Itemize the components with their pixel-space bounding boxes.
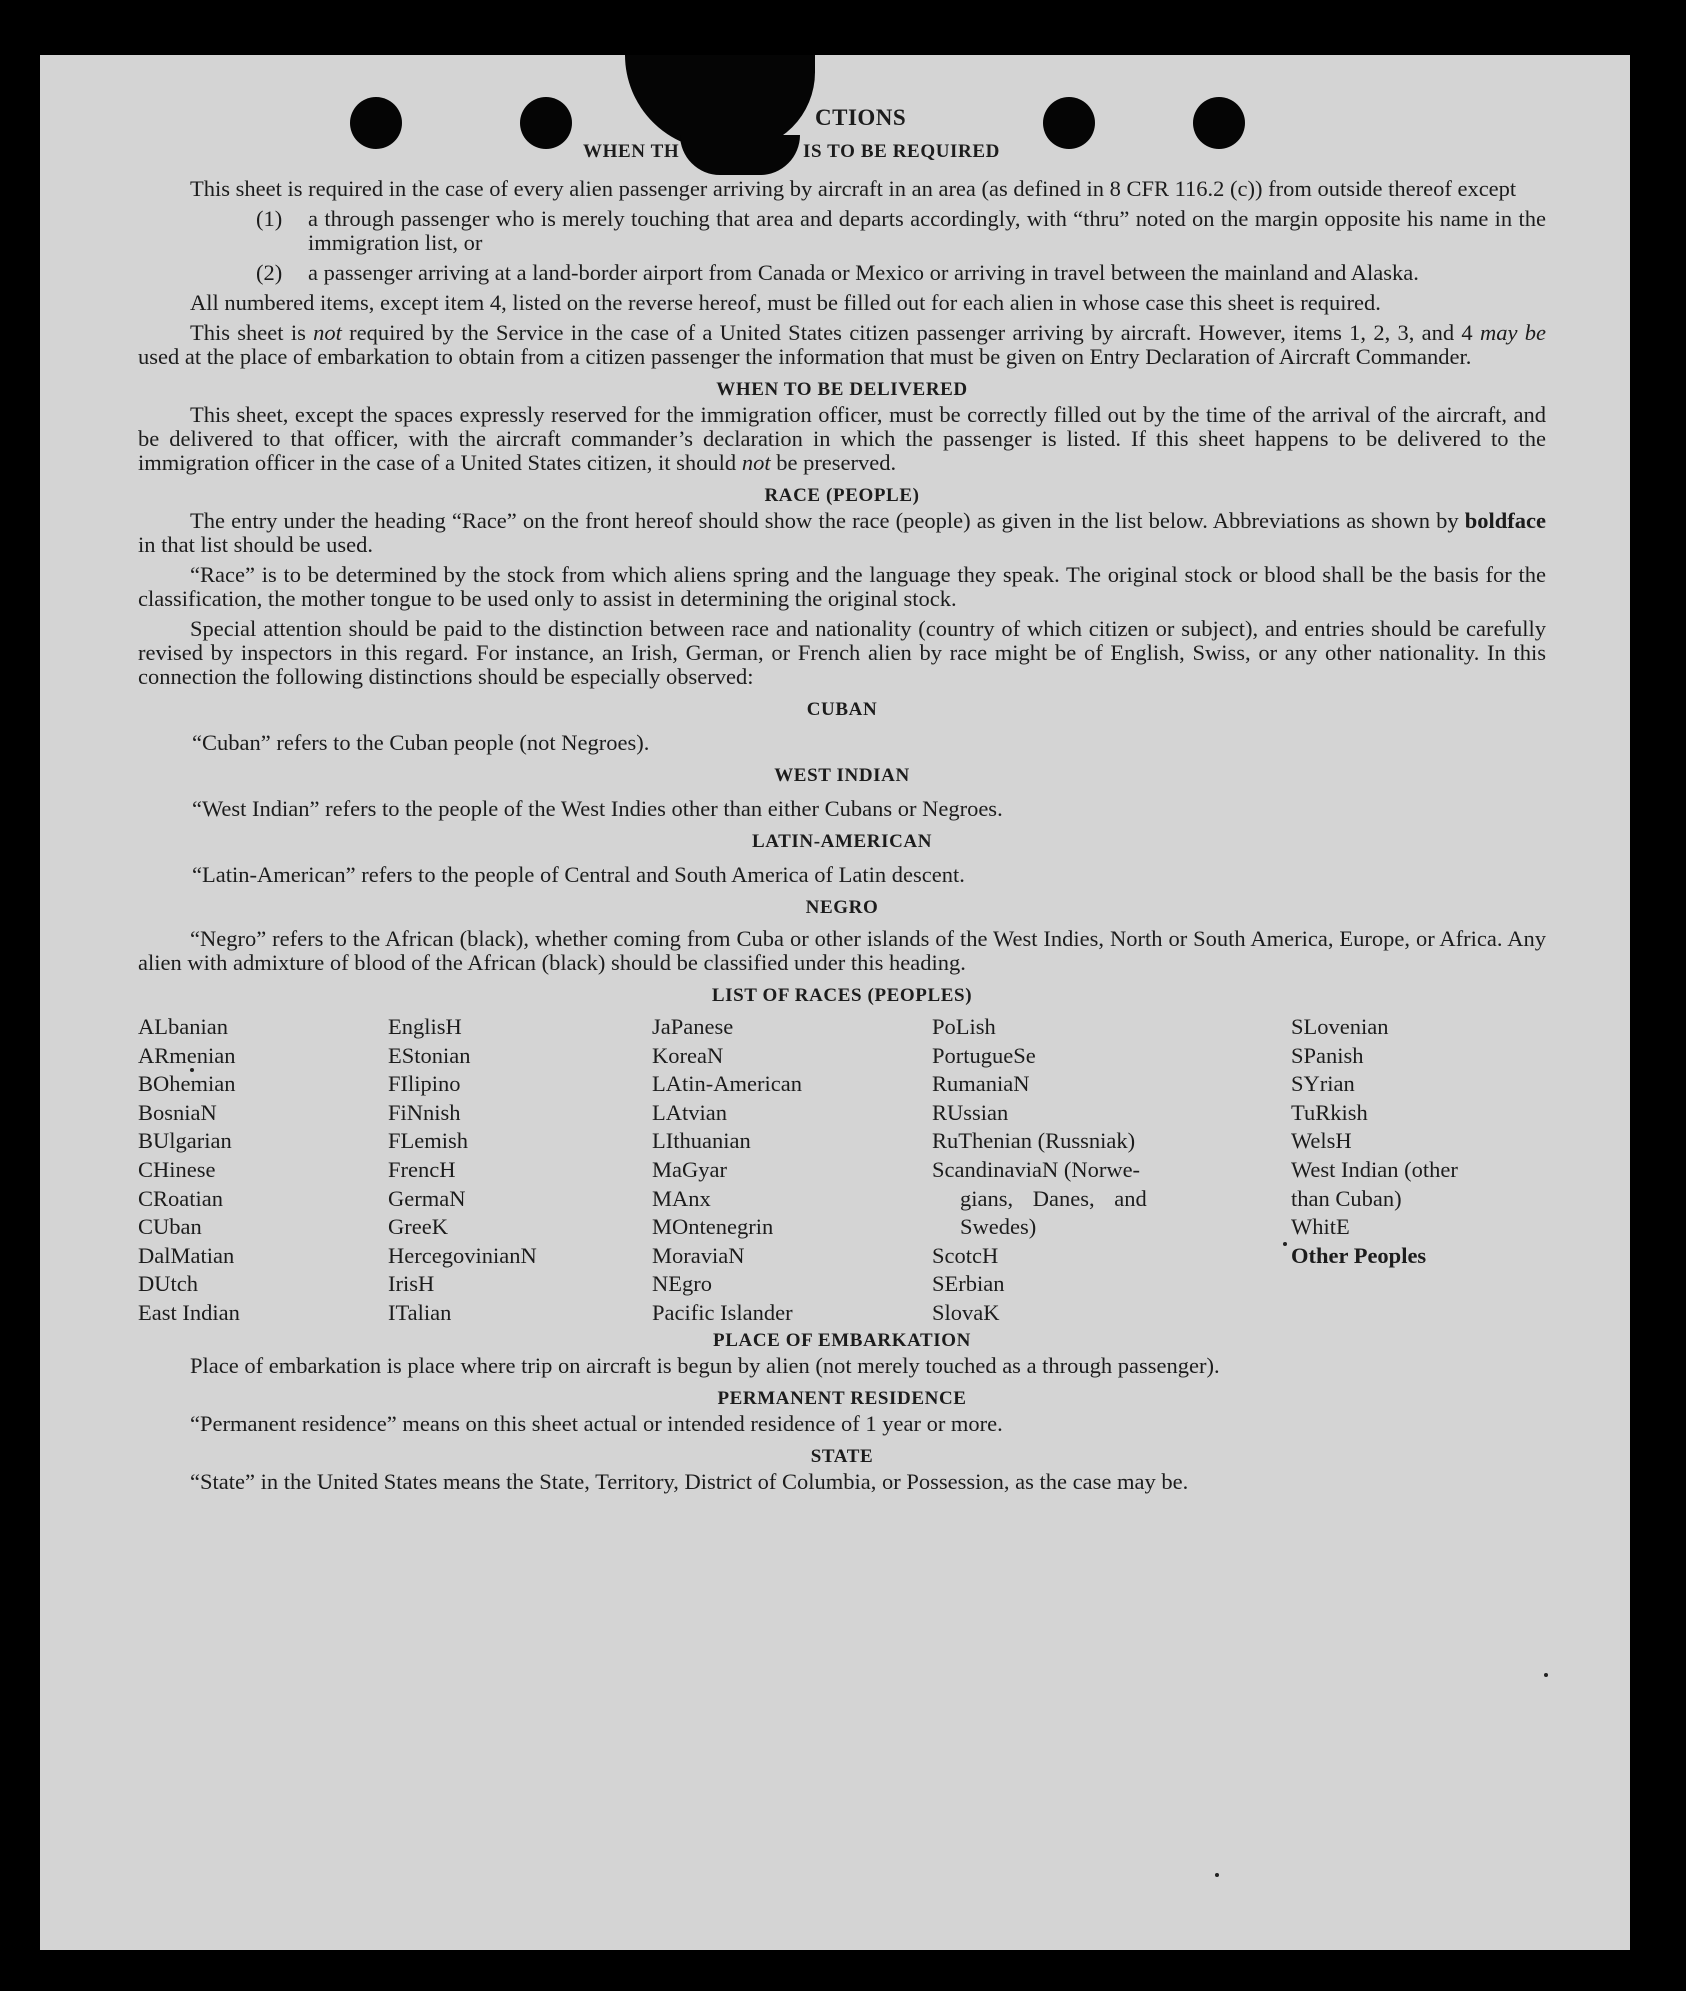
race-entry: ITalian [388, 1299, 452, 1325]
race-entry: DalMatian [138, 1242, 235, 1268]
race-column [932, 1013, 1228, 1328]
race-entry: LAtvian [652, 1099, 727, 1125]
definition-west-indian: “West Indian” refers to the people of the West Indies other than either Cubans or Negroes. [192, 796, 1003, 821]
race-column [388, 1013, 628, 1328]
race-entry: PoLish [932, 1014, 996, 1039]
exception-item-2 [138, 261, 1546, 285]
race-entry: GreeK [388, 1214, 448, 1240]
race-column [652, 1013, 912, 1328]
speck [1544, 1673, 1548, 1677]
race-entry: KoreaN [652, 1042, 724, 1068]
race-entry: MAnx [652, 1185, 711, 1211]
race-entry: EStonian [388, 1042, 471, 1068]
race-entry: RumaniaN [932, 1071, 1030, 1097]
punch-hole [1193, 97, 1245, 149]
definition-residence: “Permanent residence” means on this sheet actual or intended residence of 1 year or more. [190, 1411, 1003, 1436]
paragraph-race-stock: “Race” is to be determined by the stock from which aliens spring and the language they speak. The original stock or blood shall be the basis for the classification, the mother tongue to be used only to assist in determining the original stock. [138, 562, 1546, 611]
definition-state: “State” in the United States means the State, Territory, District of Columbia, or Possession, as the case may be. [190, 1469, 1189, 1494]
race-entry: SYrian [1291, 1071, 1355, 1097]
race-entry: East Indian [138, 1299, 240, 1325]
section-title-list-of-races: LIST OF RACES (PEOPLES) [711, 985, 973, 1006]
item-text: a passenger arriving at a land-border airport from Canada or Mexico or arriving in travel between the mainland and Alaska. [308, 260, 1419, 285]
torn-paper-region [680, 135, 800, 175]
race-entry: FiNnish [388, 1099, 461, 1125]
speck [1215, 1873, 1219, 1877]
race-entry: ScotcH [932, 1242, 999, 1268]
paragraph-numbered-items: All numbered items, except item 4, listed on the reverse hereof, must be filled out for each alien in whose case this sheet is required. [190, 290, 1381, 315]
race-entry: TuRkish [1291, 1099, 1368, 1125]
exception-item-1 [138, 207, 1546, 255]
race-entry: Other Peoples [1291, 1242, 1427, 1268]
race-entry: NEgro [652, 1271, 712, 1297]
punch-hole [1043, 97, 1095, 149]
punch-hole [350, 97, 402, 149]
section-title-latin-american: LATIN-AMERICAN [751, 831, 933, 852]
race-entry: SErbian [932, 1271, 1005, 1297]
section-title-race: RACE (PEOPLE) [764, 485, 920, 506]
definition-negro: “Negro” refers to the African (black), whether coming from Cuba or other islands of the West Indies, North or South America, Europe, or Africa. Any alien with admixture of blood of the African (black) should be classified under this heading. [138, 926, 1546, 975]
item-number: (2) [256, 260, 283, 285]
race-entry: MaGyar [652, 1156, 727, 1182]
race-entry: HercegovinianN [388, 1242, 537, 1268]
race-entry: BUlgarian [138, 1128, 232, 1154]
race-entry: WelsH [1291, 1128, 1352, 1154]
paragraph-delivered: This sheet, except the spaces expressly reserved for the immigration officer, must be correctly filled out by the time of the arrival of the aircraft, and be delivered to that officer, with the aircraft commander’s declaration in which the passenger is listed. If this sheet happens to be delivered to the immigration officer in the case of a United States citizen, it should not be preserved. [138, 402, 1546, 475]
race-entry: LAtin-American [652, 1071, 802, 1097]
section-title-negro: NEGRO [805, 897, 879, 918]
race-entry: FLemish [388, 1128, 469, 1154]
race-entry: SlovaK [932, 1299, 1000, 1325]
paragraph-race-entry: The entry under the heading “Race” on the front hereof should show the race (people) as given in the list below. Abbreviations as shown by boldface in that list should be used. [138, 508, 1546, 557]
race-entry: SLovenian [1291, 1014, 1389, 1039]
race-entry: JaPanese [652, 1014, 734, 1039]
race-entry: ScandinaviaN (Norwe- [932, 1156, 1141, 1182]
section-title-delivered: WHEN TO BE DELIVERED [716, 379, 968, 400]
race-column [138, 1013, 378, 1328]
race-entry: BOhemian [138, 1071, 236, 1097]
punch-hole [520, 97, 572, 149]
race-entry: MoraviaN [652, 1242, 745, 1268]
race-entry: RuThenian (Russniak) [932, 1128, 1136, 1154]
race-entry: CHinese [138, 1156, 216, 1182]
section-title-west-indian: WEST INDIAN [774, 765, 910, 786]
race-entry: Swedes) [960, 1214, 1037, 1240]
race-list [138, 1013, 1546, 1328]
section-title-embarkation: PLACE OF EMBARKATION [713, 1330, 971, 1351]
race-entry: SPanish [1291, 1042, 1364, 1068]
race-entry: PortugueSe [932, 1042, 1036, 1068]
section-title-cuban: CUBAN [806, 699, 878, 720]
race-entry: gians, Danes, and [960, 1185, 1147, 1211]
race-entry: CUban [138, 1214, 202, 1240]
race-entry: RUssian [932, 1099, 1009, 1125]
race-entry: BosniaN [138, 1099, 217, 1125]
paragraph-required: This sheet is required in the case of every alien passenger arriving by aircraft in an area (as defined in 8 CFR 116.2 (c)) from outside thereof except [190, 176, 1517, 201]
race-entry: West Indian (other [1291, 1156, 1458, 1182]
definition-cuban: “Cuban” refers to the Cuban people (not Negroes). [192, 730, 650, 755]
instructions-heading: CTIONS [815, 105, 907, 130]
item-text: a through passenger who is merely touching that area and departs accordingly, with “thru” noted on the margin opposite his name in the immigration list, or [308, 206, 1546, 255]
document-page [40, 55, 1630, 1950]
race-entry: DUtch [138, 1271, 198, 1297]
race-entry: ARmenian [138, 1042, 236, 1068]
race-entry: ALbanian [138, 1014, 228, 1039]
definition-embarkation: Place of embarkation is place where trip on aircraft is begun by alien (not merely touched as a through passenger). [190, 1353, 1220, 1378]
definition-latin-american: “Latin-American” refers to the people of Central and South America of Latin descent. [192, 862, 965, 887]
race-entry: FIlipino [388, 1071, 461, 1097]
race-entry: MOntenegrin [652, 1214, 774, 1240]
paragraph-race-nationality: Special attention should be paid to the distinction between race and nationality (country of which citizen or subject), and entries should be carefully revised by inspectors in this regard. For instance, an Irish, German, or French alien by race might be of English, Swiss, or any other nationality. In this connection the following distinctions should be especially observed: [138, 616, 1546, 689]
section-title-state: STATE [810, 1446, 874, 1467]
race-entry: LIthuanian [652, 1128, 751, 1154]
section-title-required-right: IS TO BE REQUIRED [803, 141, 1000, 162]
race-entry: CRoatian [138, 1185, 223, 1211]
paragraph-citizen: This sheet is not required by the Service in the case of a United States citizen passenger arriving by aircraft. However, items 1, 2, 3, and 4 may be used at the place of embarkation to obtain from a citizen passenger the information that must be given on Entry Declaration of Aircraft Commander. [138, 320, 1546, 369]
race-entry: IrisH [388, 1271, 435, 1297]
race-entry: GermaN [388, 1185, 466, 1211]
race-column [1291, 1013, 1546, 1270]
section-title-required-left: WHEN TH [583, 141, 680, 162]
race-entry: WhitE [1291, 1214, 1350, 1240]
race-entry: EnglisH [388, 1014, 462, 1039]
race-entry: FrencH [388, 1156, 456, 1182]
item-number: (1) [256, 206, 283, 231]
race-entry: than Cuban) [1291, 1185, 1402, 1211]
race-entry: Pacific Islander [652, 1299, 793, 1325]
section-title-residence: PERMANENT RESIDENCE [717, 1388, 967, 1409]
